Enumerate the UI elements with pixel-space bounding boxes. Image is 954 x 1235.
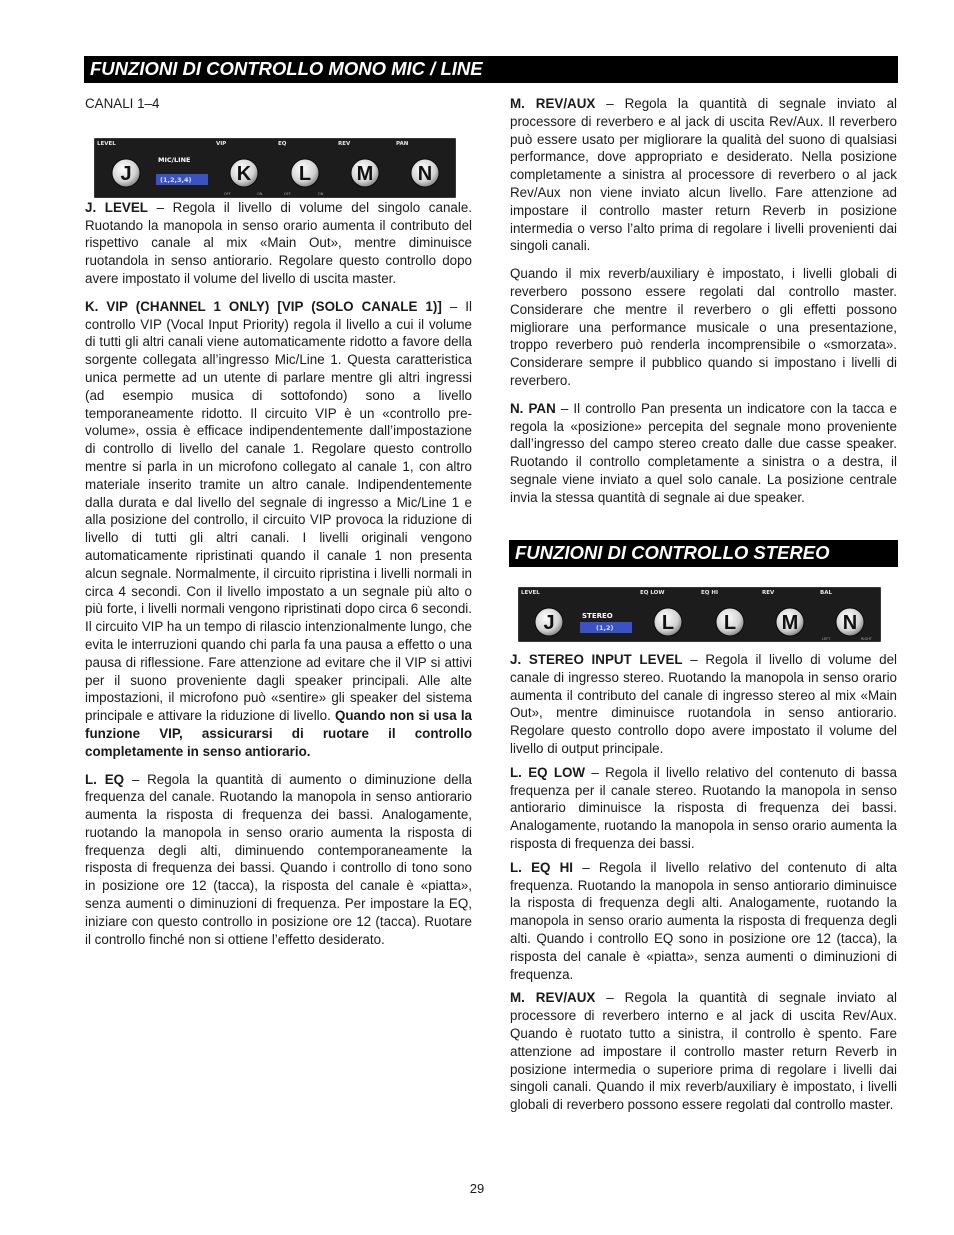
stereo-l-eq-low-label: L. EQ LOW [510,764,586,780]
k-vip-text: – Il controllo VIP (Vocal Input Priority) regola il livello a cui il volume di tutti gli altri canali viene automaticamente ridotto a favore della sorgente collegata all’ingresso Mic/Line 1. Questa caratteristica unica permette ad un utente di parlare mentre gli altri ingressi (ad esempio musica di sottofondo) sono a livello temporaneamente ridotto. Il circuito VIP è un «controllo pre-volume», ossia è efficace indipendentemente dall’impostazione di controllo di livello del canale 1. Regolare questo controllo mentre si parla in un microfono collegato al canale 1, con altro materiale inserito tramite un altro canale. Indipendentemente dalla durata e dal livello del segnale di ingresso a Mic/Line 1 e alla posizione del controllo, il circuito VIP provoca la riduzione di livello di tutti gli altri canali. I livelli originali vengono automaticamente ripristinati quando il canale 1 non presenta alcun segnale. Normalmente, il circuito ripristina i livelli normali in circa 4 secondi. Con il livello impostato a un segnale più alto o più forte, i livelli normali vengono ripristinati dopo circa 6 secondi. Il circuito VIP ha un tempo di rilascio intenzionalmente lungo, che evita le interruzioni quando chi parla fa una pausa a effetto o una pausa di riflessione. Fare attenzione ad evitare che il VIP si attivi per il suono proveniente dagli speaker principali. Alle alte impostazioni, il microfono può «sentire» gli speaker del sistema principale e attivare la riduzione di livello. [85,298,472,724]
stereo-channel-panel-image [518,587,881,642]
panel-mark-off-1: OFF [224,192,231,196]
knob-letter-j: J [120,163,132,185]
knob-letter-n: N [417,163,433,185]
stereo-mark-left: LEFT [822,637,831,641]
stereo-m-rev-paragraph [510,989,897,1114]
k-vip-note: Quando non si usa la funzione VIP, assicurarsi di ruotare il controllo completamente in senso antiorario. [85,708,472,759]
stereo-label-rev: REV [762,590,775,596]
stereo-input-name: STEREO [582,612,613,620]
panel-mark-on-2: ON [318,192,324,196]
panel-mark-on-1: ON [257,192,263,196]
l-eq-text: – Regola la quantità di aumento o diminuzione della frequenza del canale. Ruotando la manopola in senso antiorario aumenta la risposta di frequenza dei bassi. Analogamente, ruotando la manopola in senso orario aumenta la risposta di frequenza degli alti, diminuendo contemporaneamente la risposta di frequenza dei bassi. Quando i controllo di tono sono in posizione ore 12 (tacca), la risposta del canale è «piatta», senza aumenti o diminuzioni di frequenza. Per impostare la EQ, iniziare con questo controllo in posizione ore 12 (tacca). Ruotare il controllo finché non si ottiene l’effetto desiderato. [85,771,473,947]
panel-label-vip: VIP [216,141,227,147]
stereo-m-rev-text: – Regola la quantità di segnale inviato al processore di reverbero interno e al jack di uscita Rev/Aux. Quando è ruotato tutto a sinistra, il controllo è spento. Fare attenzione ad impostare il controllo master return Reverb in posizione intermedia o superiore prima di regolare i livelli dai singoli canali. Quando il mix reverb/auxiliary è impostato, i livelli globali di reverbero possono essere regolati dal controllo master. [510,990,897,1113]
m-rev-label: M. REV/AUX [510,96,596,111]
m-rev-paragraph [510,95,897,255]
panel-input-name: MIC/LINE [158,156,191,164]
stereo-l-eq-low-text: – Regola il livello relativo del contenuto di bassa frequenza per il canale stereo. Ruotando la manopola in senso antiorario diminuisce la risposta di frequenza dei bassi. Analogamente, ruotando la manopola in senso orario aumenta la risposta di frequenza dei bassi. [510,764,897,851]
n-pan-text: – Il controllo Pan presenta un indicatore con la tacca e regola la «posizione» percepita del segnale mono proveniente dall’ingresso del campo stereo creato dalle due casse speaker. Ruotando il controllo completamente a sinistra o a destra, il segnale viene inviato a quel solo canale. La posizione centrale invia la stessa quantità di segnale ai due speaker. [510,400,898,505]
knob-letter-l: L [298,163,312,185]
stereo-j-level-paragraph [510,651,897,758]
l-eq-paragraph [85,771,472,949]
mono-section-title: FUNZIONI DI CONTROLLO MONO MIC / LINE [84,56,898,83]
j-level-label: J. LEVEL [85,199,148,215]
mono-left-column [85,95,472,954]
stereo-l-eq-hi-label: L. EQ HI [510,859,574,875]
stereo-l-eq-hi-text: – Regola il livello relativo del contenuto di alta frequenza. Ruotando la manopola in senso antiorario diminuisce la risposta di frequenza degli alti. Analogamente, ruotando la manopola in senso orario aumenta la risposta di frequenza degli alti. Quando i controllo EQ sono in posizione ore 12 (tacca), la risposta del canale è «piatta», senza aumenti o diminuzioni di frequenza. [510,859,897,982]
panel-label-eq: EQ [278,141,287,147]
n-pan-label: N. PAN [510,400,556,416]
j-level-paragraph [85,199,472,288]
stereo-m-rev-label: M. REV/AUX [510,990,596,1006]
stereo-label-bal: BAL [820,590,832,596]
k-vip-label: K. VIP (CHANNEL 1 ONLY) [VIP (SOLO CANALE 1)] [85,298,442,314]
stereo-knob-letter-m: M [781,612,799,634]
stereo-knob-letter-l-low: L [661,612,675,634]
stereo-column [510,651,897,1120]
mono-channel-panel-image [94,138,456,198]
stereo-label-level: LEVEL [521,590,540,596]
stereo-mark-right: RIGHT [861,637,872,641]
k-vip-paragraph [85,298,472,761]
stereo-j-level-label: J. STEREO INPUT LEVEL [510,652,683,667]
channels-label: CANALI 1–4 [85,96,160,111]
stereo-knob-letter-l-hi: L [723,612,737,634]
j-level-text: – Regola il livello di volume del singolo canale. Ruotando la manopola in senso orario aumenta il contributo del rispettivo canale al mix «Main Out», mentre diminuisce ruotandola in senso antiorario. Regolare questo controllo dopo avere impostato il volume del livello di uscita master. [85,199,472,286]
l-eq-label: L. EQ [85,771,125,787]
page-number: 29 [469,1181,485,1196]
stereo-label-eq-low: EQ LOW [640,590,665,596]
panel-mark-off-2: OFF [284,192,291,196]
stereo-l-eq-hi-paragraph [510,859,897,984]
stereo-knob-letter-n: N [842,612,858,634]
m-rev-text: – Regola la quantità di segnale inviato al processore di reverbero e al jack di uscita Rev/Aux. Il reverbero può essere usato per migliorare la qualità del suono di qualsiasi performance, dove appropriato e desiderato. Nella posizione completamente a sinistra al processore di reverbero o al jack Rev/Aux non viene inviato alcun livello. Fare attenzione ad impostare il controllo master return Reverb in posizione intermedia o verso l’alto prima di regolare i livelli provenienti dai singoli canali. [510,96,897,254]
stereo-channel-numbers: (1,2) [596,624,614,632]
panel-channel-numbers: (1,2,3,4) [160,176,192,184]
panel-background [94,138,456,198]
n-pan-paragraph [510,400,897,507]
stereo-j-level-text: – Regola il livello di volume del canale di ingresso stereo. Ruotando la manopola in senso orario aumenta il contributo del canale di ingresso stereo al mix «Main Out», mentre diminuisce ruotandola in senso antiorario. Regolare questo controllo dopo avere impostato il volume del livello di output principale. [510,652,898,756]
panel-label-rev: REV [338,141,351,147]
knob-letter-m: M [356,163,374,185]
stereo-label-eq-hi: EQ HI [701,590,718,596]
mono-right-column [510,95,897,513]
knob-letter-k: K [236,163,252,185]
panel-label-level: LEVEL [97,141,116,147]
m-rev-second-paragraph: Quando il mix reverb/auxiliary è impostato, i livelli globali di reverbero possono essere regolati dal controllo master. Considerare che mentre il reverbero o gli effetti possono migliorare una performance musicale o una presentazione, troppo reverbero può renderla incomprensibile o «smorzata». Considerare sempre il pubblico quando si impostano i livelli di reverbero. [510,266,897,388]
stereo-knob-letter-j: J [543,612,555,634]
stereo-l-eq-low-paragraph [510,764,897,853]
panel-label-pan: PAN [396,141,409,147]
stereo-section-title: FUNZIONI DI CONTROLLO STEREO [509,540,898,567]
